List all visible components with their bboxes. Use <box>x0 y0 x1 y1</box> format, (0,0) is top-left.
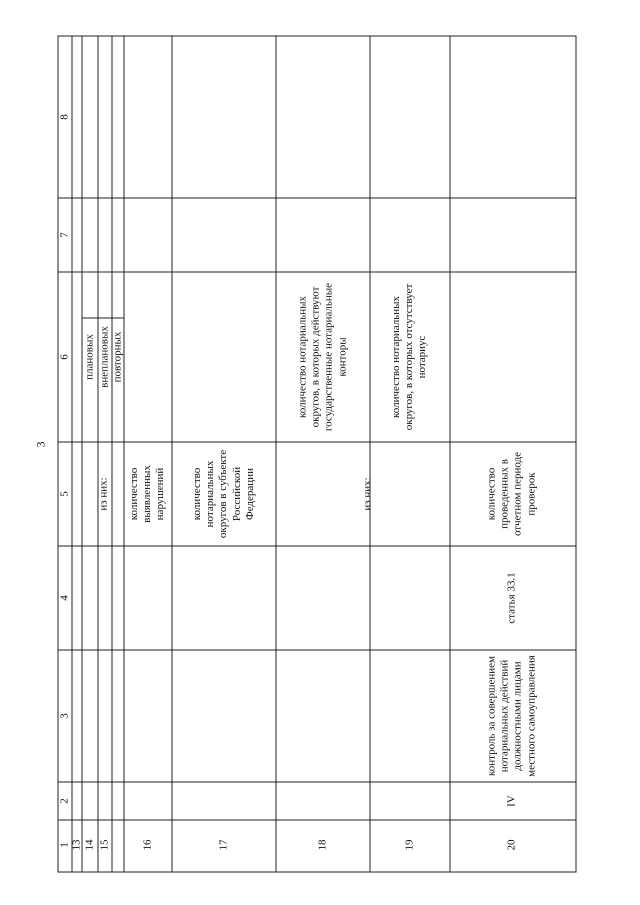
row20-col4: статья 33.1 <box>505 572 518 624</box>
row18-col6: количество нотариальных округов, в которых действуют государственные нотариальные конторы <box>296 282 349 432</box>
col5-group-label: из них: <box>97 477 110 511</box>
row20-col3: контроль за совершением нотариальных действий должностными лицами местного самоуправления <box>485 655 538 777</box>
row-number-14: 14 <box>83 839 96 851</box>
page-number: 3 <box>33 441 48 448</box>
row-number-19: 19 <box>403 839 416 851</box>
row-number-17: 17 <box>217 839 230 851</box>
col6-repeat: повторных <box>111 331 124 383</box>
row-number-15: 15 <box>98 839 111 851</box>
col-number-6: 6 <box>58 354 71 360</box>
row19-col6: количество нотариальных округов, в которых отсутствует нотариус <box>390 283 429 431</box>
col6-unplanned: внеплановых <box>98 326 111 388</box>
row17-col5: количество нотариальных округов в субъекте Российской Федерации <box>191 449 256 539</box>
col5-group-label-2: из них: <box>361 477 374 511</box>
row-number-13: 13 <box>70 839 83 851</box>
col-number-3: 3 <box>58 713 71 719</box>
row-number-20: 20 <box>505 839 518 851</box>
col-number-7: 7 <box>58 232 71 238</box>
col-number-2: 2 <box>58 798 71 804</box>
row20-col5: количество проведенных в отчетном периоде проверок <box>485 451 538 537</box>
row20-col2: IV <box>505 795 518 807</box>
col6-planned: плановых <box>83 334 96 380</box>
col-number-4: 4 <box>58 595 71 601</box>
col-number-5: 5 <box>58 491 71 497</box>
col-number-8: 8 <box>58 114 71 120</box>
row-number-18: 18 <box>316 839 329 851</box>
row16-col5: количество выявленных нарушений <box>128 465 167 523</box>
row-number-16: 16 <box>141 839 154 851</box>
col-number-1: 1 <box>58 842 71 848</box>
